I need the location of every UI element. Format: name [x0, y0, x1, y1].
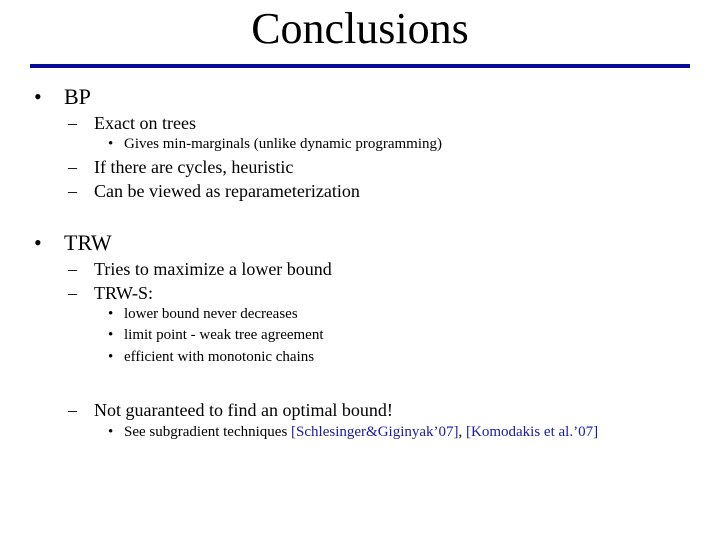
- title-divider: [30, 64, 690, 68]
- reference-separator: ,: [458, 424, 467, 440]
- bullet-trw-text: TRW: [64, 230, 112, 255]
- sub-cycles-text: If there are cycles, heuristic: [94, 157, 294, 177]
- sub-trw-s-text: TRW-S:: [94, 283, 154, 303]
- dash-icon: –: [68, 259, 77, 279]
- subsub-see-subgradient: [108, 424, 598, 441]
- sub-reparameterization-text: Can be viewed as reparameterization: [94, 181, 360, 201]
- subsub-min-marginals-text: Gives min-marginals (unlike dynamic programming): [124, 136, 442, 152]
- sub-cycles-heuristic: [68, 157, 293, 178]
- bullet-icon: •: [108, 327, 114, 343]
- dash-icon: –: [68, 400, 77, 420]
- subsub-min-marginals: [108, 136, 442, 153]
- dash-icon: –: [68, 157, 77, 177]
- subsub-efficient: [108, 349, 314, 366]
- dash-icon: –: [68, 181, 77, 201]
- bullet-icon: •: [108, 424, 114, 440]
- subsub-limit-point: [108, 327, 324, 344]
- subsub-never-text: lower bound never decreases: [124, 306, 298, 322]
- bullet-trw: [34, 230, 112, 256]
- sub-reparameterization: [68, 181, 360, 202]
- subsub-never-decreases: [108, 306, 298, 323]
- sub-not-guaranteed-text: Not guaranteed to find an optimal bound!: [94, 400, 393, 420]
- bullet-icon: •: [34, 84, 42, 109]
- slide-title: Conclusions: [251, 4, 469, 53]
- sub-trw-s: [68, 283, 153, 304]
- bullet-icon: •: [108, 136, 114, 152]
- bullet-bp: [34, 84, 91, 110]
- sub-exact-text: Exact on trees: [94, 113, 196, 133]
- subsub-limit-text: limit point - weak tree agreement: [124, 327, 324, 343]
- bullet-icon: •: [108, 306, 114, 322]
- dash-icon: –: [68, 283, 77, 303]
- sub-maximize-lower-bound: [68, 259, 332, 280]
- sub-not-guaranteed: [68, 400, 393, 421]
- subsub-see-text: See subgradient techniques: [124, 424, 292, 440]
- bullet-icon: •: [34, 230, 42, 255]
- reference-schlesinger: [Schlesinger&Giginyak’07]: [291, 424, 459, 440]
- bullet-icon: •: [108, 349, 114, 365]
- sub-exact-on-trees: [68, 113, 196, 134]
- dash-icon: –: [68, 113, 77, 133]
- subsub-efficient-text: efficient with monotonic chains: [124, 349, 315, 365]
- sub-maximize-text: Tries to maximize a lower bound: [94, 259, 332, 279]
- bullet-bp-text: BP: [64, 84, 91, 109]
- reference-komodakis: [Komodakis et al.’07]: [466, 424, 599, 440]
